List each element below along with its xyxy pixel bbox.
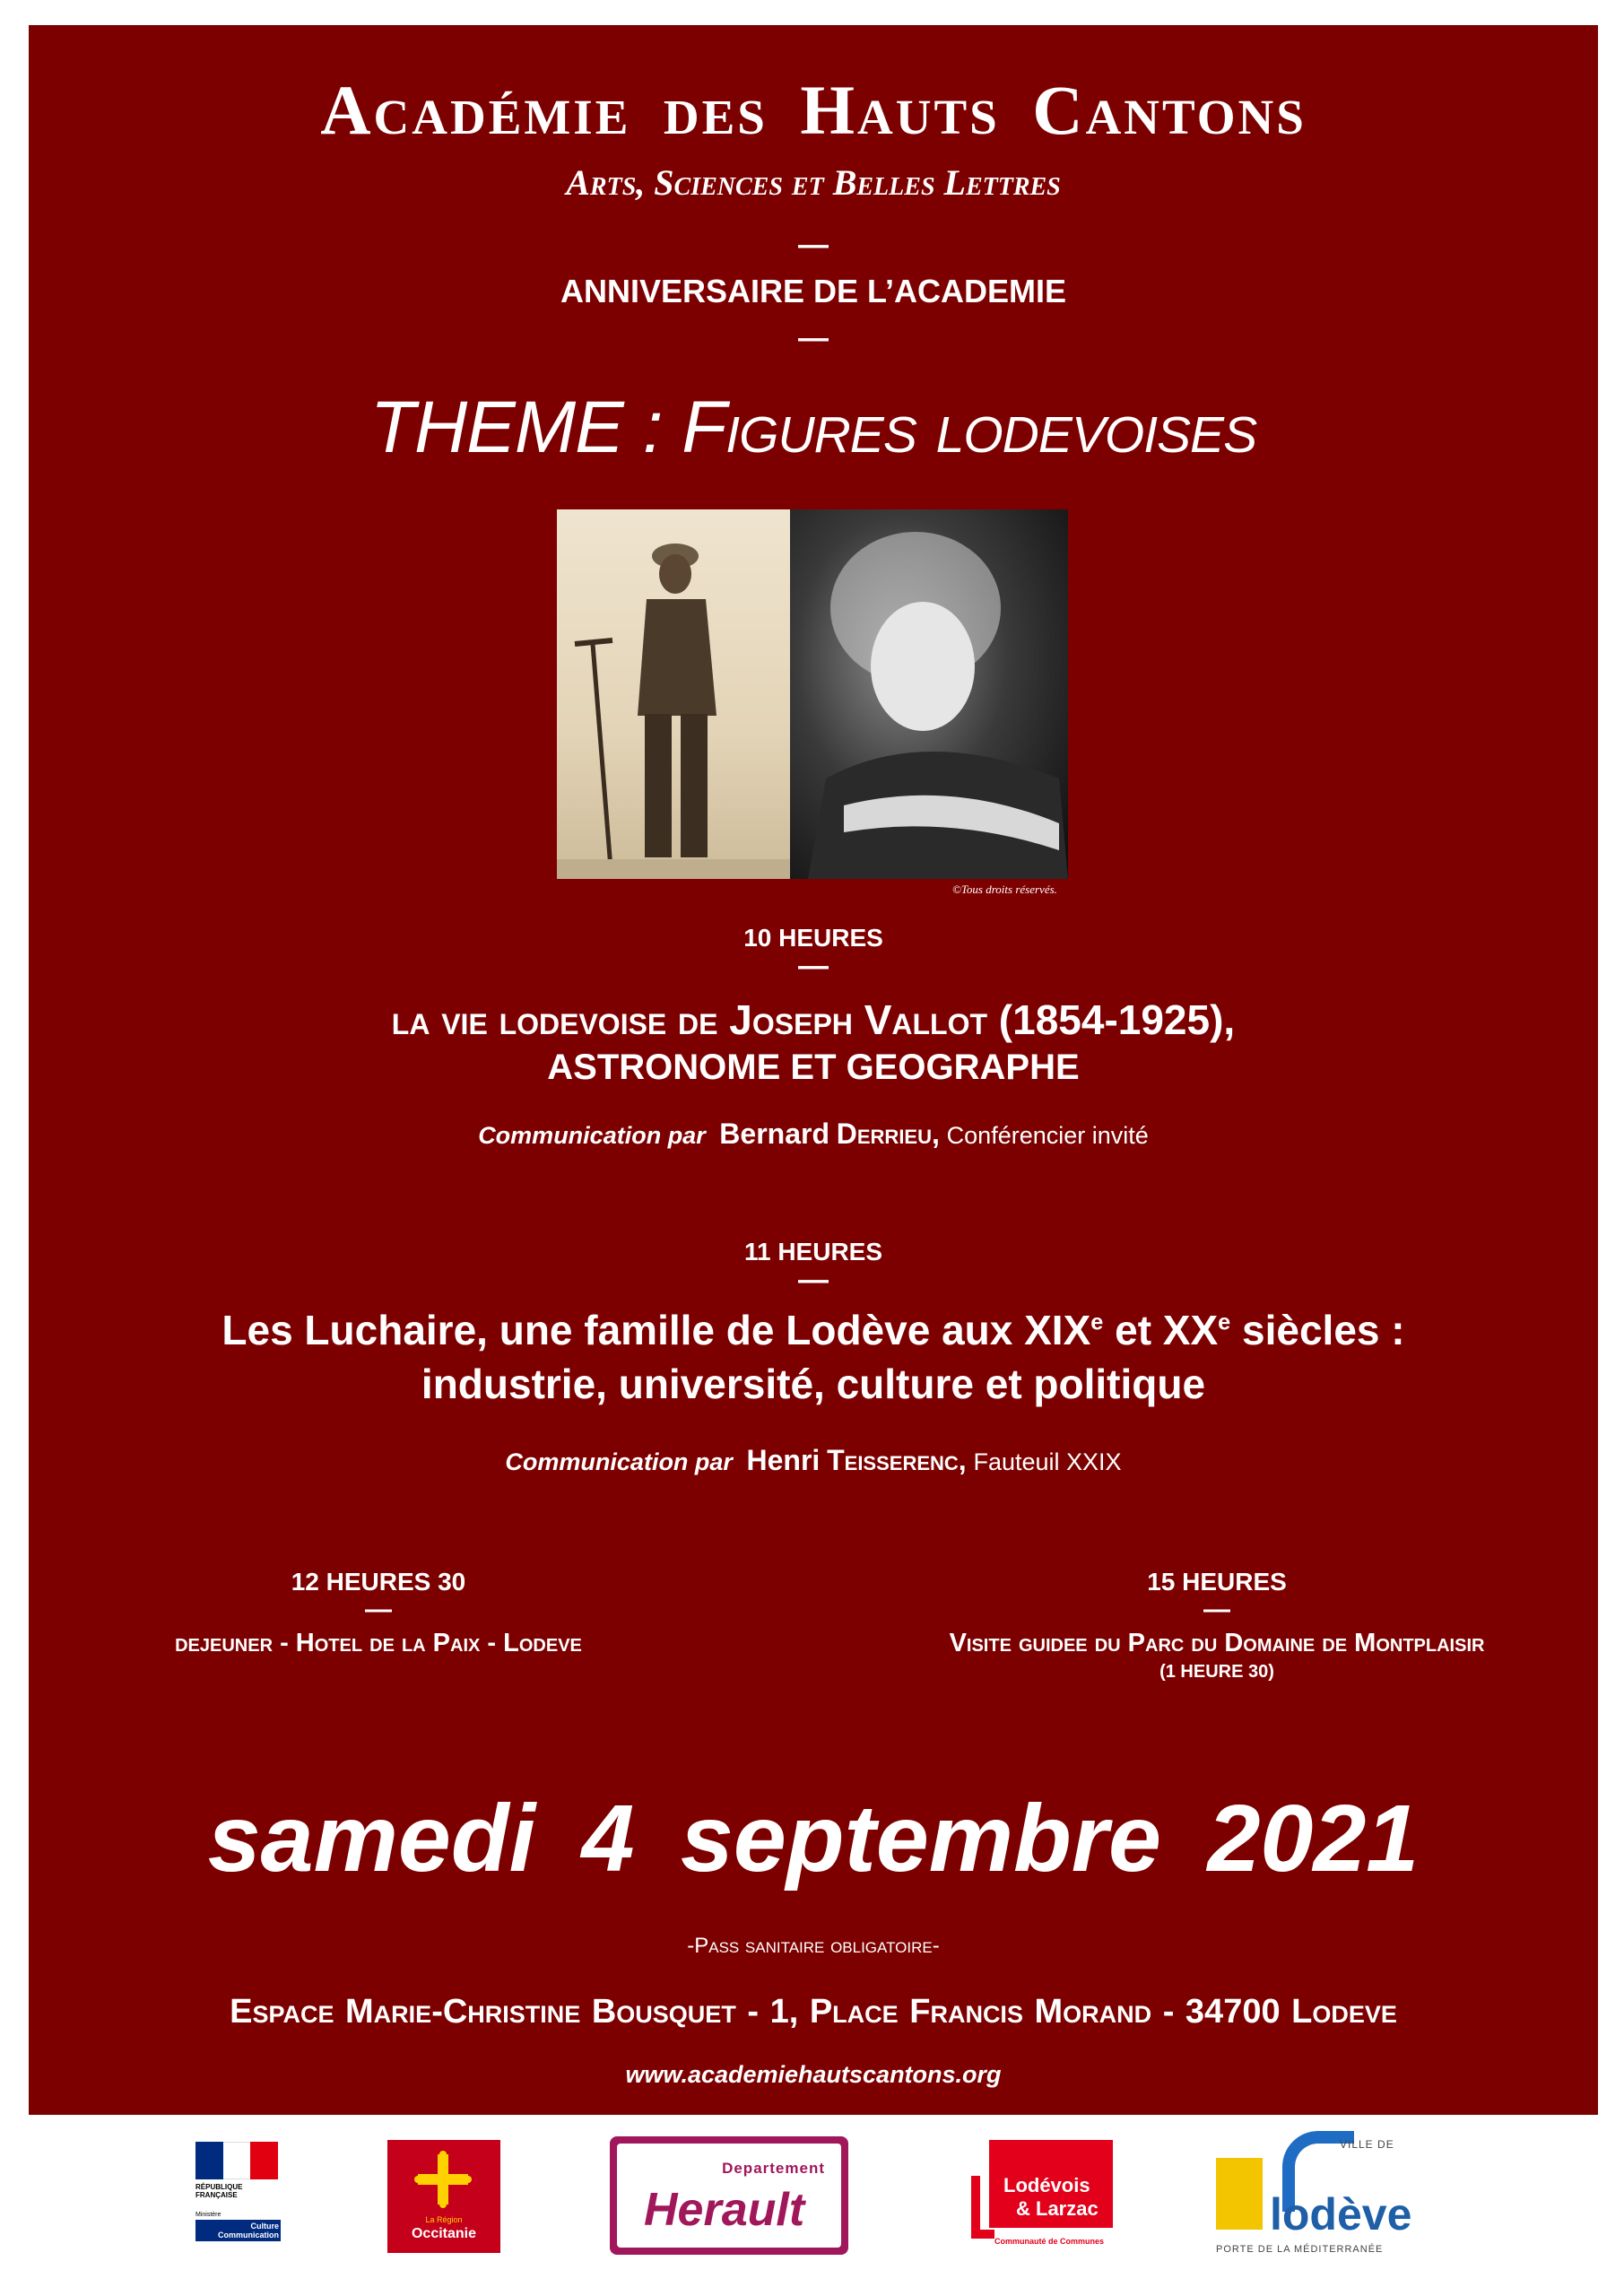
session1-speaker (29, 1118, 1598, 1151)
session2-title-part: et XX (1103, 1307, 1219, 1353)
visit-block (836, 1568, 1598, 1683)
session2-title-part: siècles : (1230, 1307, 1405, 1353)
logo-text: La Région (425, 2215, 463, 2224)
academy-title: Académie des Hauts Cantons (320, 71, 1307, 149)
session1-title: la vie lodevoise de Joseph Vallot (1854-1925), (391, 996, 1236, 1043)
academy-subtitle: Arts, Sciences et Belles Lettres (566, 162, 1061, 203)
poster (29, 25, 1598, 2115)
visit-duration: (1 HEURE 30) (1159, 1662, 1274, 1682)
speaker-role: Fauteuil XXIX (973, 1448, 1122, 1475)
lunch-time: 12 HEURES 30 (291, 1568, 466, 1596)
logo-text: Communauté de Communes (994, 2237, 1105, 2246)
speaker-first-name: Henri (746, 1444, 821, 1476)
logo-text: Lodévois (1003, 2174, 1090, 2196)
logo-yellow-shape (1216, 2158, 1263, 2230)
superscript: e (1218, 1309, 1231, 1335)
republique-francaise-logo (195, 2142, 281, 2255)
portrait-photo (557, 509, 1068, 879)
venue-address: Espace Marie-Christine Bousquet - 1, Place Francis Morand - 34700 Lodeve (230, 1993, 1397, 2031)
communication-intro: Communication par (505, 1448, 733, 1475)
logo-text: Herault (644, 2184, 805, 2236)
departement-herault-logo (610, 2136, 848, 2255)
photo-man-mountaineer (557, 509, 790, 879)
speaker-last-name: Derrieu, (836, 1118, 940, 1150)
visit-text: Visite guidee du Parc du Domaine de Montplaisir (949, 1629, 1485, 1657)
separator-dash: — (798, 321, 829, 355)
speaker-role: Conférencier invité (946, 1122, 1149, 1149)
logo-frame (617, 2144, 841, 2248)
logo-text: & Larzac (1016, 2197, 1099, 2220)
speaker-last-name: Teisserenc, (827, 1444, 967, 1476)
communication-intro: Communication par (478, 1122, 706, 1149)
session2-subtitle: industrie, université, culture et politique (421, 1361, 1206, 1407)
occitan-cross-icon (414, 2151, 472, 2208)
event-heading: ANNIVERSAIRE DE L’ACADEMIE (560, 273, 1067, 309)
session2-time: 11 HEURES (743, 1238, 883, 1265)
separator-dash: — (798, 228, 829, 262)
separator-dash: — (365, 1595, 392, 1624)
photo-copyright: ©Tous droits réservés. (952, 883, 1057, 896)
logo-text: lodève (1270, 2189, 1412, 2239)
lodevois-larzac-logo (971, 2140, 1113, 2255)
speaker-first-name: Bernard (719, 1118, 829, 1150)
session1-time: 10 HEURES (743, 924, 883, 952)
event-date: samedi 4 septembre 2021 (207, 1786, 1420, 1892)
logo-text: RÉPUBLIQUE FRANÇAISE (195, 2183, 243, 2199)
ville-lodeve-logo (1216, 2129, 1431, 2262)
separator-dash: — (798, 949, 829, 983)
region-occitanie-logo (387, 2140, 500, 2253)
french-flag-icon (195, 2142, 278, 2179)
logo-text: PORTE DE LA MÉDITERRANÉE (1216, 2244, 1384, 2255)
session2-speaker (29, 1444, 1598, 1477)
session1-subtitle: ASTRONOME ET GEOGRAPHE (547, 1048, 1080, 1087)
photo-woman-portrait (790, 509, 1068, 879)
website-link[interactable]: www.academiehautscantons.org (625, 2061, 1002, 2088)
logo-text: Departement (722, 2160, 825, 2177)
logo-l-shape (971, 2176, 994, 2239)
man-figure-icon (557, 509, 790, 879)
session2-title (29, 1306, 1598, 1354)
theme-heading: THEME : Figures lodevoises (369, 387, 1257, 468)
pass-notice: -Pass sanitaire obligatoire- (687, 1934, 940, 1958)
logo-text: Occitanie (411, 2226, 477, 2241)
separator-dash: — (1203, 1595, 1230, 1624)
visit-time: 15 HEURES (1147, 1568, 1287, 1596)
logo-text: VILLE DE (1340, 2138, 1394, 2151)
separator-dash: — (798, 1263, 829, 1297)
logo-text: Ministère (195, 2212, 221, 2218)
superscript: e (1090, 1309, 1104, 1335)
logo-text: Culture Communication (195, 2220, 281, 2241)
lunch-text: dejeuner - Hotel de la Paix - Lodeve (175, 1629, 582, 1657)
woman-figure-icon (790, 509, 1068, 879)
lunch-block (118, 1568, 638, 1658)
session2-title-part: Les Luchaire, une famille de Lodève aux XIX (221, 1307, 1091, 1353)
